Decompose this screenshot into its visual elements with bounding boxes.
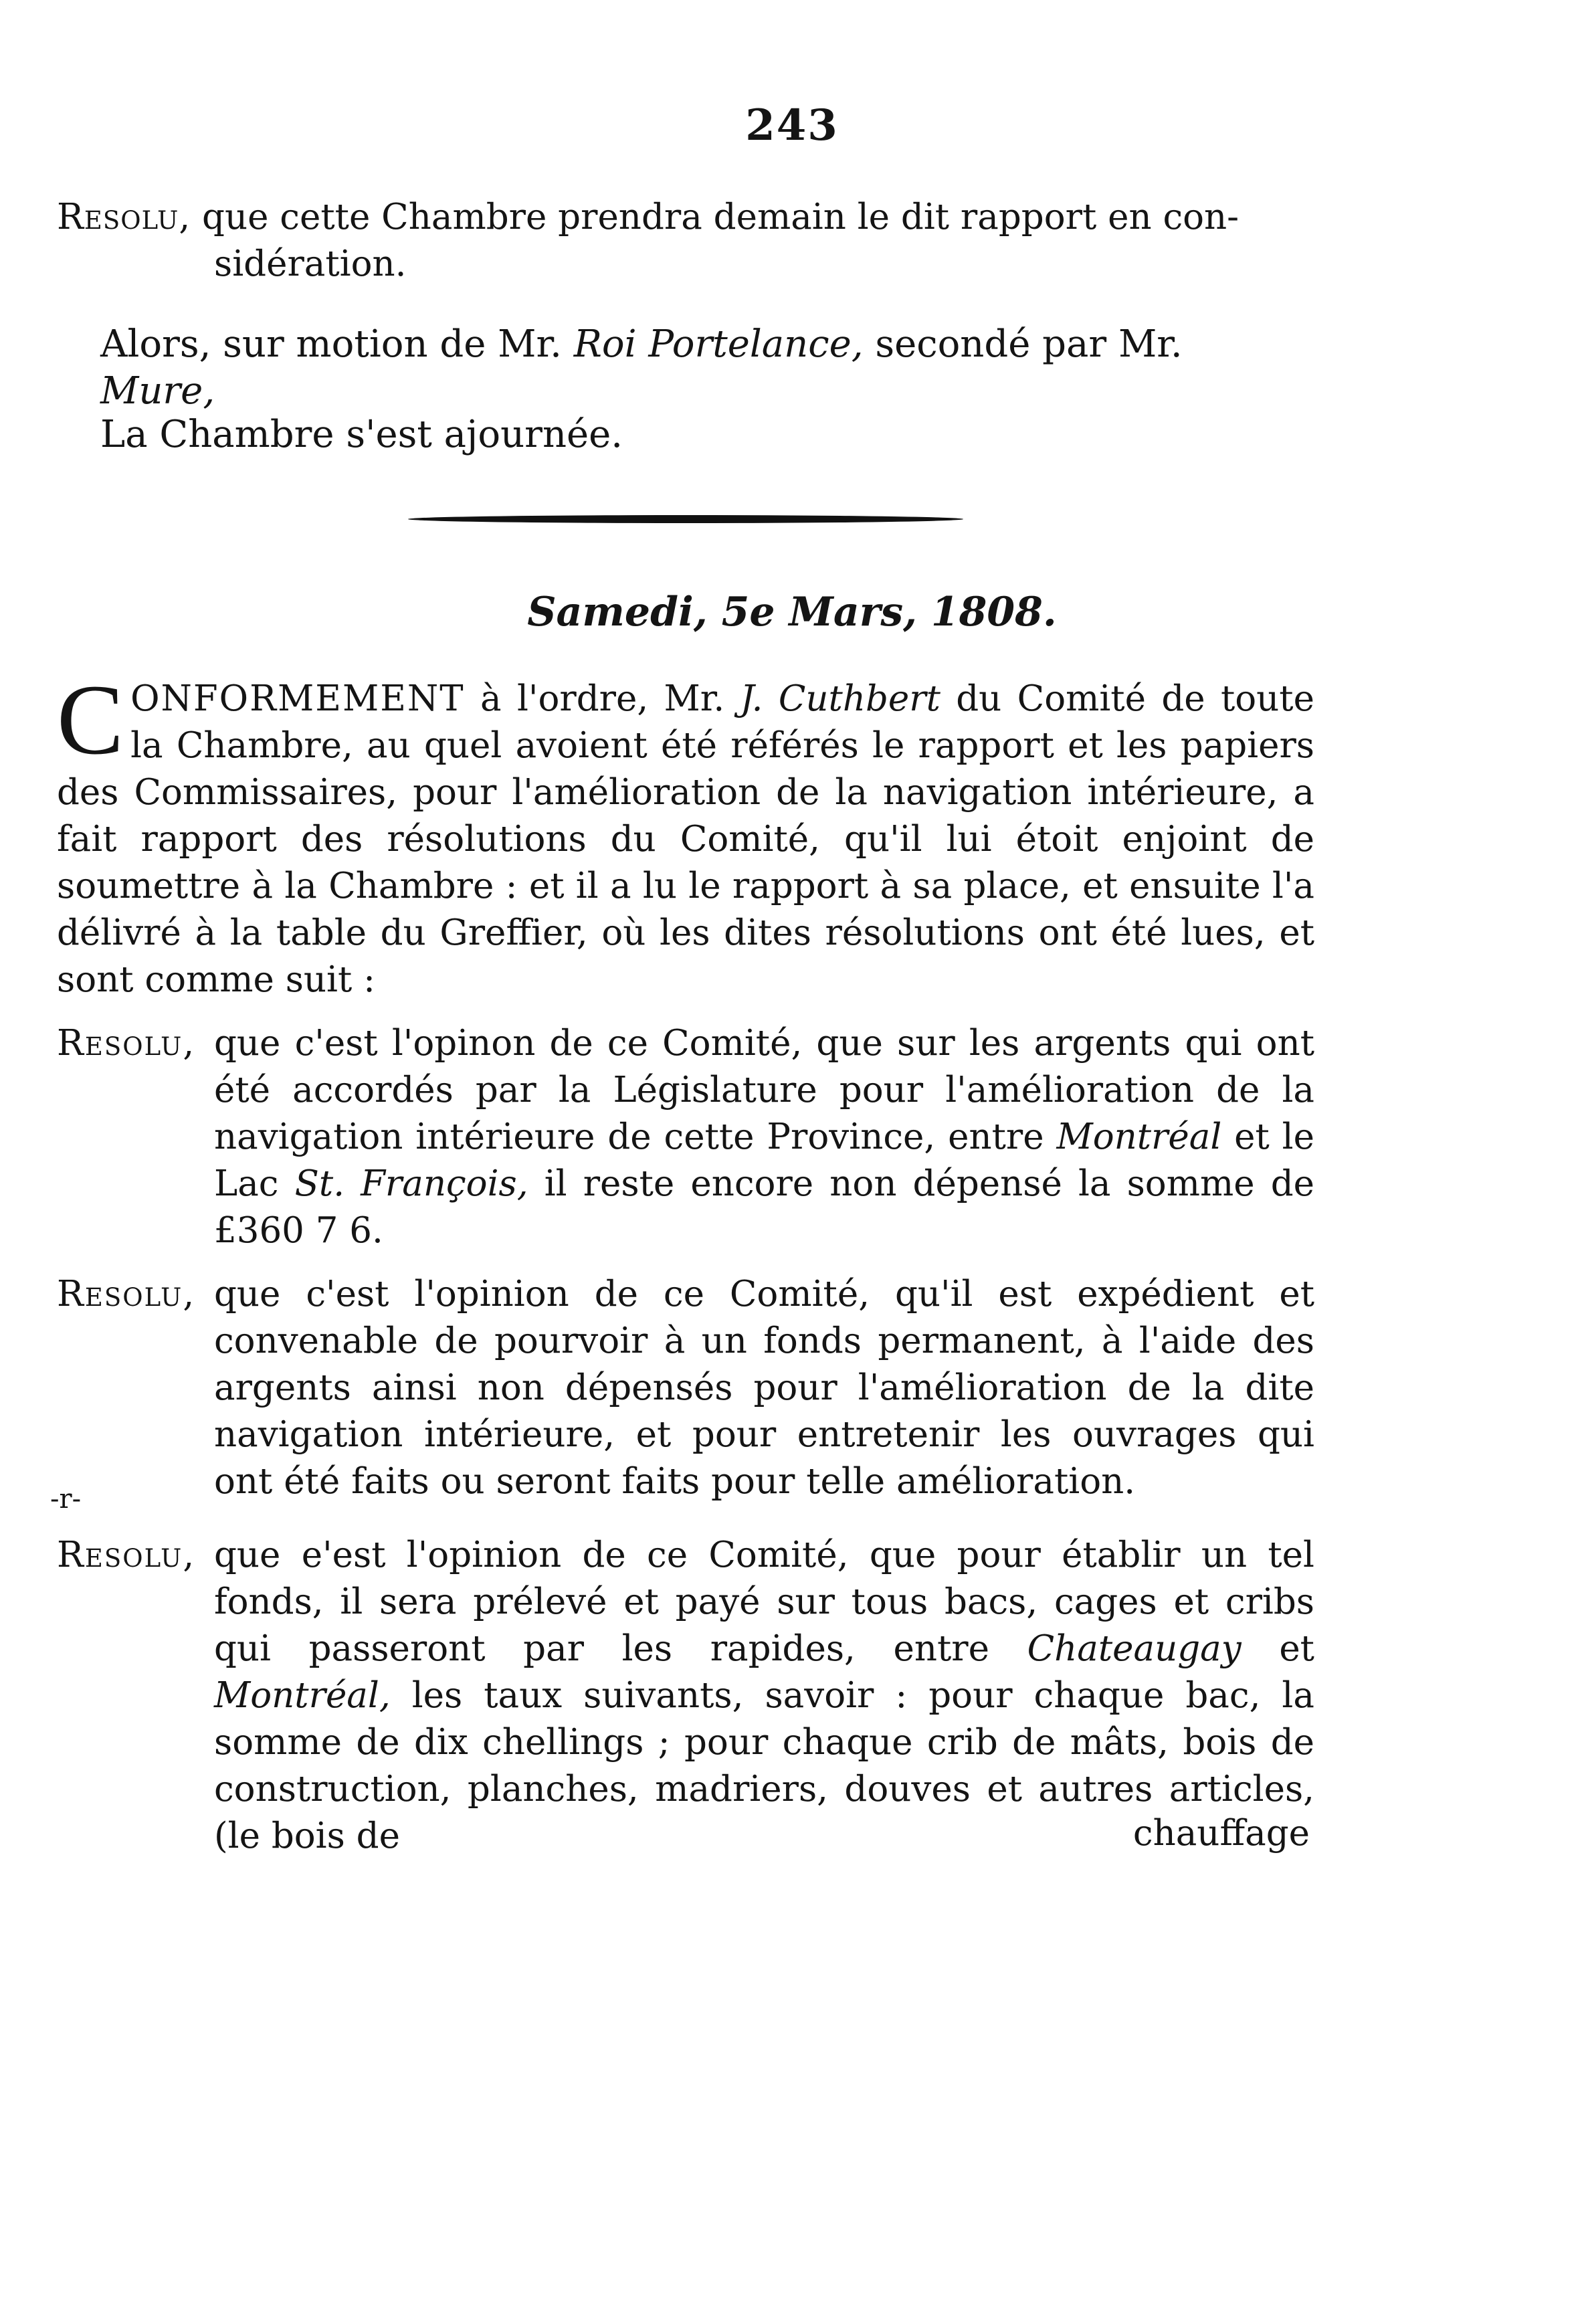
drop-cap: C: [57, 664, 124, 775]
resolution-1-text-a: que c'est l'opinon de ce Comité, que sur les argents qui ont été accordés par la Législature pour l'amélioration de la navigation intérieure de cette Province, entre: [214, 1023, 1314, 1157]
resolution-0: [57, 194, 1314, 288]
opening-capword: ONFORMEMENT: [130, 678, 465, 719]
resolution-3: [57, 1532, 1314, 1860]
opening-paragraph: [57, 664, 1314, 1003]
resolution-1-place1: Montréal: [1056, 1117, 1222, 1157]
resolution-0-line1: que cette Chambre prendra demain le dit rapport en con-: [202, 197, 1240, 237]
resolution-3-body: [214, 1532, 1314, 1860]
resolution-3-label: Resolu,: [57, 1535, 196, 1575]
resolution-3-text-b: et: [1279, 1628, 1314, 1669]
resolution-2: [57, 1271, 1314, 1505]
catchword: chauffage: [1132, 1813, 1310, 1854]
motion-mover: Roi Portelance,: [573, 322, 864, 366]
page-number: 243: [745, 100, 839, 151]
resolution-3-text-a: que e'est l'opinion de ce Comité, que pour établir un tel fonds, il sera prélevé et payé sur tous bacs, cages et cribs qui passeront par les rapides, entre: [214, 1535, 1314, 1669]
resolution-1: [57, 1020, 1314, 1254]
resolution-2-label: Resolu,: [57, 1274, 196, 1315]
resolution-0-line2: sidération.: [214, 244, 407, 284]
margin-mark: -r-: [50, 1484, 82, 1515]
adjourned-line: La Chambre s'est ajournée.: [100, 413, 623, 456]
motion-prefix: Alors, sur motion de Mr.: [100, 322, 562, 366]
opening-text-a: à l'ordre, Mr.: [480, 678, 725, 719]
resolution-2-body: que c'est l'opinion de ce Comité, qu'il est expédient et convenable de pourvoir à un fonds permanent, à l'aide des argents ainsi non dépensés pour l'amélioration de la dite navigation intérieure, et pour entretenir les ouvrages qui ont été faits ou seront faits pour telle amélioration.: [214, 1274, 1314, 1502]
motion-seconder: Mure,: [100, 369, 215, 413]
resolution-1-place2: St. François,: [294, 1163, 528, 1204]
resolution-1-text-c: il reste encore non dépensé la somme de £360 7 6.: [214, 1163, 1314, 1251]
resolution-1-body: [214, 1020, 1314, 1254]
section-divider: [408, 515, 963, 523]
resolution-1-text-b: et le Lac: [214, 1117, 1314, 1204]
opening-name: J. Cuthbert: [740, 678, 941, 719]
resolution-0-label: Resolu,: [57, 197, 191, 237]
motion-line: [100, 321, 1304, 415]
date-heading: Samedi, 5e Mars, 1808.: [527, 589, 1057, 636]
opening-text-b: du Comité de toute la Chambre, au quel avoient été référés le rapport et les papiers des Commissaires, pour l'amélioration de la navigation intérieure, a fait rapport des résolutions du Comité, qu'il lui étoit enjoint de soumettre à la Chambre : et il a lu le rapport à sa place, et ensuite l'a délivré à la table du Greffier, où les dites résolutions ont été lues, et sont comme suit :: [57, 678, 1314, 1000]
motion-middle: secondé par Mr.: [875, 322, 1183, 366]
resolution-1-label: Resolu,: [57, 1023, 196, 1064]
resolution-3-place2: Montréal,: [214, 1675, 391, 1716]
resolution-3-text-c: les taux suivants, savoir : pour chaque bac, la somme de dix chellings ; pour chaque crib de mâts, bois de construction, planches, madriers, douves et autres articles, (le bois de: [214, 1675, 1314, 1856]
resolution-3-place1: Chateaugay: [1027, 1628, 1242, 1669]
